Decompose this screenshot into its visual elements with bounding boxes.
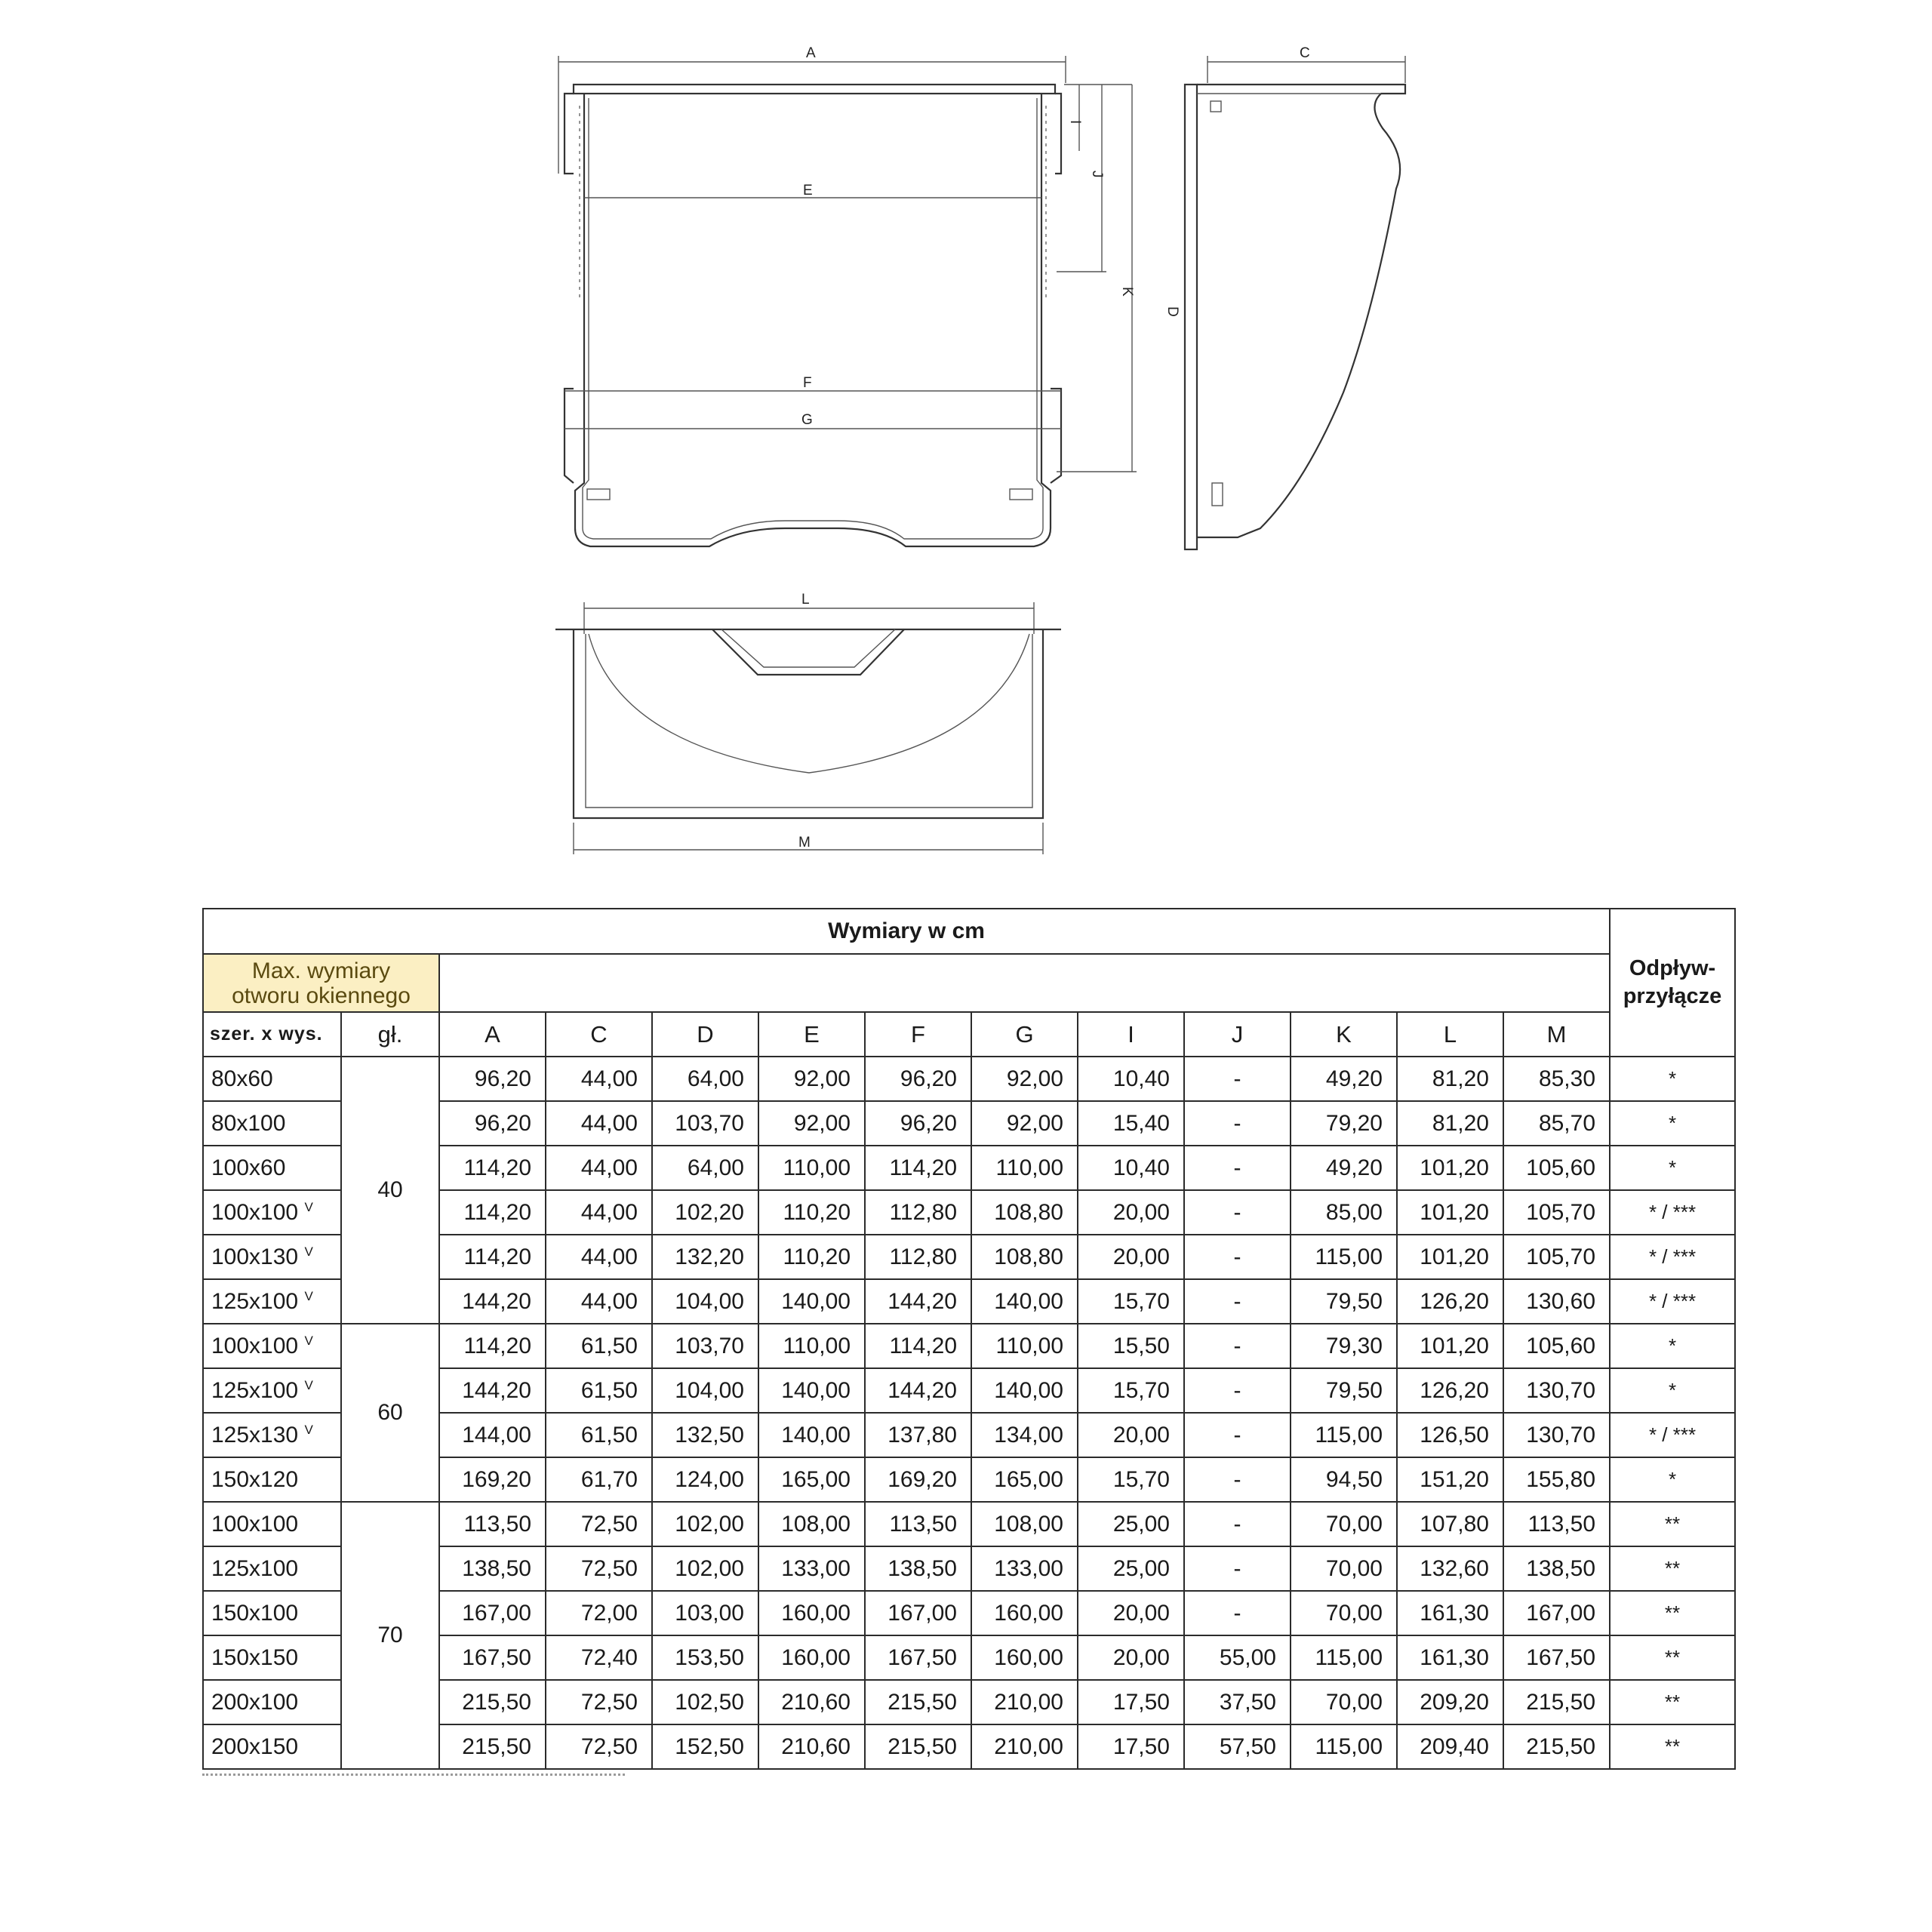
- drain-header-line1: Odpływ-: [1629, 956, 1716, 980]
- col-header-m: M: [1503, 1012, 1610, 1057]
- value-cell: 72,50: [546, 1502, 652, 1546]
- value-cell: 96,20: [865, 1101, 971, 1146]
- value-cell: 167,50: [1503, 1635, 1610, 1680]
- value-cell: 160,00: [971, 1635, 1078, 1680]
- drain-cell: **: [1610, 1546, 1735, 1591]
- value-cell: 112,80: [865, 1190, 971, 1235]
- size-cell: [203, 1101, 341, 1146]
- value-cell: -: [1184, 1457, 1291, 1502]
- size-value: 80x100: [211, 1110, 286, 1136]
- table-title: Wymiary w cm: [203, 909, 1610, 954]
- size-value: 125x130: [211, 1422, 299, 1447]
- value-cell: 169,20: [439, 1457, 546, 1502]
- value-cell: 103,70: [652, 1324, 758, 1368]
- value-cell: 85,30: [1503, 1057, 1610, 1101]
- value-cell: 79,30: [1291, 1324, 1397, 1368]
- size-cell: [203, 1324, 341, 1368]
- drain-cell: **: [1610, 1502, 1735, 1546]
- value-cell: 113,50: [1503, 1502, 1610, 1546]
- dim-label-d: D: [1164, 306, 1180, 317]
- value-cell: 70,00: [1291, 1591, 1397, 1635]
- value-cell: 137,80: [865, 1413, 971, 1457]
- dim-label-a: A: [806, 45, 816, 61]
- value-cell: 72,50: [546, 1724, 652, 1769]
- value-cell: 17,50: [1078, 1724, 1184, 1769]
- value-cell: -: [1184, 1190, 1291, 1235]
- col-header-i: I: [1078, 1012, 1184, 1057]
- value-cell: 132,60: [1397, 1546, 1503, 1591]
- value-cell: -: [1184, 1324, 1291, 1368]
- size-value: 125x100: [211, 1377, 299, 1403]
- size-cell: [203, 1279, 341, 1324]
- value-cell: 61,50: [546, 1413, 652, 1457]
- front-view: [558, 45, 1137, 546]
- value-cell: -: [1184, 1413, 1291, 1457]
- value-cell: 104,00: [652, 1368, 758, 1413]
- size-value: 150x120: [211, 1466, 299, 1492]
- value-cell: 102,00: [652, 1502, 758, 1546]
- size-value: 100x100: [211, 1199, 299, 1225]
- variant-marker: V: [304, 1288, 313, 1303]
- table-body: [203, 1057, 1735, 1769]
- value-cell: 44,00: [546, 1146, 652, 1190]
- value-cell: 101,20: [1397, 1190, 1503, 1235]
- size-cell: [203, 1413, 341, 1457]
- value-cell: 138,50: [439, 1546, 546, 1591]
- dim-label-g: G: [801, 412, 813, 428]
- col-header-e: E: [758, 1012, 865, 1057]
- size-value: 100x60: [211, 1155, 286, 1180]
- value-cell: 64,00: [652, 1146, 758, 1190]
- value-cell: 165,00: [758, 1457, 865, 1502]
- table-row: [203, 1502, 1735, 1546]
- value-cell: 215,50: [1503, 1680, 1610, 1724]
- value-cell: 10,40: [1078, 1146, 1184, 1190]
- value-cell: 114,20: [439, 1146, 546, 1190]
- value-cell: 102,50: [652, 1680, 758, 1724]
- value-cell: 105,70: [1503, 1235, 1610, 1279]
- value-cell: 155,80: [1503, 1457, 1610, 1502]
- value-cell: -: [1184, 1279, 1291, 1324]
- value-cell: 167,50: [865, 1635, 971, 1680]
- depth-header: gł.: [341, 1012, 439, 1057]
- value-cell: 15,70: [1078, 1457, 1184, 1502]
- value-cell: 44,00: [546, 1190, 652, 1235]
- value-cell: 113,50: [865, 1502, 971, 1546]
- value-cell: 94,50: [1291, 1457, 1397, 1502]
- value-cell: 210,60: [758, 1680, 865, 1724]
- value-cell: 64,00: [652, 1057, 758, 1101]
- value-cell: 101,20: [1397, 1324, 1503, 1368]
- drain-cell: *: [1610, 1368, 1735, 1413]
- variant-marker: V: [304, 1333, 313, 1348]
- value-cell: 210,00: [971, 1724, 1078, 1769]
- value-cell: 108,00: [758, 1502, 865, 1546]
- value-cell: 215,50: [439, 1724, 546, 1769]
- value-cell: -: [1184, 1591, 1291, 1635]
- value-cell: 140,00: [758, 1279, 865, 1324]
- value-cell: 57,50: [1184, 1724, 1291, 1769]
- value-cell: 210,00: [971, 1680, 1078, 1724]
- value-cell: 144,20: [439, 1279, 546, 1324]
- drain-cell: * / ***: [1610, 1413, 1735, 1457]
- drain-cell: *: [1610, 1057, 1735, 1101]
- size-value: 80x60: [211, 1066, 273, 1091]
- value-cell: -: [1184, 1235, 1291, 1279]
- value-cell: 160,00: [758, 1591, 865, 1635]
- size-value: 200x100: [211, 1689, 299, 1715]
- size-cell: [203, 1546, 341, 1591]
- value-cell: 140,00: [971, 1368, 1078, 1413]
- value-cell: 79,50: [1291, 1279, 1397, 1324]
- value-cell: 20,00: [1078, 1635, 1184, 1680]
- value-cell: 126,20: [1397, 1368, 1503, 1413]
- value-cell: 151,20: [1397, 1457, 1503, 1502]
- value-cell: 70,00: [1291, 1680, 1397, 1724]
- value-cell: 105,60: [1503, 1324, 1610, 1368]
- value-cell: 115,00: [1291, 1635, 1397, 1680]
- value-cell: 160,00: [971, 1591, 1078, 1635]
- value-cell: 102,20: [652, 1190, 758, 1235]
- value-cell: -: [1184, 1057, 1291, 1101]
- value-cell: 144,00: [439, 1413, 546, 1457]
- value-cell: 101,20: [1397, 1235, 1503, 1279]
- drain-cell: *: [1610, 1146, 1735, 1190]
- variant-marker: V: [304, 1422, 313, 1437]
- value-cell: 210,60: [758, 1724, 865, 1769]
- value-cell: 115,00: [1291, 1413, 1397, 1457]
- footnote-fragment: [202, 1774, 625, 1780]
- value-cell: 215,50: [1503, 1724, 1610, 1769]
- value-cell: 144,20: [439, 1368, 546, 1413]
- value-cell: 104,00: [652, 1279, 758, 1324]
- value-cell: 124,00: [652, 1457, 758, 1502]
- value-cell: 215,50: [865, 1680, 971, 1724]
- dim-label-i: I: [1067, 120, 1083, 125]
- value-cell: 161,30: [1397, 1591, 1503, 1635]
- value-cell: 103,70: [652, 1101, 758, 1146]
- dim-label-l: L: [801, 592, 810, 608]
- value-cell: 44,00: [546, 1235, 652, 1279]
- value-cell: 81,20: [1397, 1057, 1503, 1101]
- col-header-l: L: [1397, 1012, 1503, 1057]
- value-cell: 209,40: [1397, 1724, 1503, 1769]
- depth-cell: 60: [341, 1324, 439, 1502]
- value-cell: 113,50: [439, 1502, 546, 1546]
- size-cell: [203, 1457, 341, 1502]
- value-cell: 140,00: [758, 1413, 865, 1457]
- value-cell: 114,20: [439, 1324, 546, 1368]
- value-cell: 132,50: [652, 1413, 758, 1457]
- value-cell: 167,00: [439, 1591, 546, 1635]
- value-cell: 79,20: [1291, 1101, 1397, 1146]
- top-view: [555, 592, 1061, 854]
- value-cell: 209,20: [1397, 1680, 1503, 1724]
- drain-cell: * / ***: [1610, 1235, 1735, 1279]
- value-cell: 44,00: [546, 1279, 652, 1324]
- value-cell: 115,00: [1291, 1724, 1397, 1769]
- value-cell: 114,20: [865, 1146, 971, 1190]
- value-cell: 81,20: [1397, 1101, 1503, 1146]
- value-cell: 169,20: [865, 1457, 971, 1502]
- size-cell: [203, 1680, 341, 1724]
- value-cell: 126,50: [1397, 1413, 1503, 1457]
- depth-cell: 40: [341, 1057, 439, 1324]
- value-cell: 110,20: [758, 1235, 865, 1279]
- value-cell: 85,00: [1291, 1190, 1397, 1235]
- value-cell: 49,20: [1291, 1146, 1397, 1190]
- col-header-a: A: [439, 1012, 546, 1057]
- value-cell: -: [1184, 1146, 1291, 1190]
- drain-cell: * / ***: [1610, 1190, 1735, 1235]
- value-cell: 17,50: [1078, 1680, 1184, 1724]
- value-cell: 20,00: [1078, 1190, 1184, 1235]
- value-cell: 61,50: [546, 1324, 652, 1368]
- variant-marker: V: [304, 1244, 313, 1259]
- value-cell: 101,20: [1397, 1146, 1503, 1190]
- size-cell: [203, 1502, 341, 1546]
- value-cell: 167,00: [865, 1591, 971, 1635]
- value-cell: 130,70: [1503, 1368, 1610, 1413]
- drain-cell: *: [1610, 1457, 1735, 1502]
- value-cell: 126,20: [1397, 1279, 1503, 1324]
- size-value: 125x100: [211, 1288, 299, 1314]
- value-cell: 160,00: [758, 1635, 865, 1680]
- value-cell: 167,00: [1503, 1591, 1610, 1635]
- value-cell: 152,50: [652, 1724, 758, 1769]
- value-cell: 92,00: [758, 1101, 865, 1146]
- value-cell: 61,70: [546, 1457, 652, 1502]
- value-cell: 114,20: [439, 1235, 546, 1279]
- drain-cell: **: [1610, 1680, 1735, 1724]
- value-cell: -: [1184, 1368, 1291, 1413]
- value-cell: 133,00: [758, 1546, 865, 1591]
- col-header-j: J: [1184, 1012, 1291, 1057]
- size-cell: [203, 1190, 341, 1235]
- variant-marker: V: [304, 1377, 313, 1392]
- value-cell: 70,00: [1291, 1502, 1397, 1546]
- value-cell: 70,00: [1291, 1546, 1397, 1591]
- value-cell: 144,20: [865, 1279, 971, 1324]
- value-cell: 72,50: [546, 1680, 652, 1724]
- drain-cell: **: [1610, 1591, 1735, 1635]
- value-cell: 115,00: [1291, 1235, 1397, 1279]
- drain-cell: *: [1610, 1324, 1735, 1368]
- value-cell: 108,00: [971, 1502, 1078, 1546]
- dim-label-e: E: [803, 183, 813, 198]
- value-cell: 138,50: [1503, 1546, 1610, 1591]
- drain-header-line2: przyłącze: [1623, 984, 1722, 1008]
- max-opening-header-line2: otworu okiennego: [232, 983, 411, 1008]
- value-cell: -: [1184, 1101, 1291, 1146]
- value-cell: 110,00: [971, 1146, 1078, 1190]
- value-cell: 105,70: [1503, 1190, 1610, 1235]
- value-cell: 55,00: [1184, 1635, 1291, 1680]
- value-cell: 72,40: [546, 1635, 652, 1680]
- value-cell: 44,00: [546, 1057, 652, 1101]
- value-cell: 138,50: [865, 1546, 971, 1591]
- col-header-g: G: [971, 1012, 1078, 1057]
- value-cell: 108,80: [971, 1235, 1078, 1279]
- value-cell: 15,70: [1078, 1368, 1184, 1413]
- drain-cell: * / ***: [1610, 1279, 1735, 1324]
- value-cell: 25,00: [1078, 1546, 1184, 1591]
- side-view: [1164, 45, 1405, 549]
- size-value: 150x150: [211, 1644, 299, 1670]
- value-cell: 15,50: [1078, 1324, 1184, 1368]
- value-cell: 112,80: [865, 1235, 971, 1279]
- table-row: [203, 1324, 1735, 1368]
- value-cell: 25,00: [1078, 1502, 1184, 1546]
- value-cell: 110,00: [758, 1324, 865, 1368]
- table-head: [203, 909, 1735, 1057]
- value-cell: 215,50: [865, 1724, 971, 1769]
- value-cell: 10,40: [1078, 1057, 1184, 1101]
- value-cell: 140,00: [758, 1368, 865, 1413]
- value-cell: 161,30: [1397, 1635, 1503, 1680]
- size-cell: [203, 1146, 341, 1190]
- dim-label-j: J: [1089, 171, 1105, 178]
- value-cell: 114,20: [439, 1190, 546, 1235]
- size-header: szer. x wys.: [203, 1012, 341, 1057]
- value-cell: 92,00: [758, 1057, 865, 1101]
- drain-header: [1610, 909, 1735, 1057]
- value-cell: 215,50: [439, 1680, 546, 1724]
- value-cell: 61,50: [546, 1368, 652, 1413]
- value-cell: 105,60: [1503, 1146, 1610, 1190]
- value-cell: 103,00: [652, 1591, 758, 1635]
- value-cell: 102,00: [652, 1546, 758, 1591]
- value-cell: 44,00: [546, 1101, 652, 1146]
- dim-label-f: F: [803, 375, 812, 391]
- col-header-k: K: [1291, 1012, 1397, 1057]
- col-header-d: D: [652, 1012, 758, 1057]
- value-cell: 133,00: [971, 1546, 1078, 1591]
- size-value: 100x130: [211, 1244, 299, 1269]
- depth-cell: 70: [341, 1502, 439, 1769]
- table-row: [203, 1057, 1735, 1101]
- value-cell: 15,40: [1078, 1101, 1184, 1146]
- value-cell: 96,20: [439, 1101, 546, 1146]
- value-cell: 132,20: [652, 1235, 758, 1279]
- size-cell: [203, 1057, 341, 1101]
- value-cell: 153,50: [652, 1635, 758, 1680]
- value-cell: 79,50: [1291, 1368, 1397, 1413]
- value-cell: 110,00: [971, 1324, 1078, 1368]
- value-cell: 114,20: [865, 1324, 971, 1368]
- dim-label-k: K: [1119, 287, 1135, 297]
- size-cell: [203, 1635, 341, 1680]
- size-cell: [203, 1591, 341, 1635]
- value-cell: 37,50: [1184, 1680, 1291, 1724]
- value-cell: 130,60: [1503, 1279, 1610, 1324]
- dim-label-c: C: [1300, 45, 1310, 61]
- value-cell: 20,00: [1078, 1235, 1184, 1279]
- value-cell: 110,20: [758, 1190, 865, 1235]
- size-cell: [203, 1235, 341, 1279]
- value-cell: 92,00: [971, 1101, 1078, 1146]
- empty-header: [439, 954, 1610, 1012]
- size-value: 100x100: [211, 1333, 299, 1358]
- value-cell: 72,00: [546, 1591, 652, 1635]
- value-cell: 96,20: [439, 1057, 546, 1101]
- value-cell: 144,20: [865, 1368, 971, 1413]
- value-cell: 49,20: [1291, 1057, 1397, 1101]
- value-cell: 134,00: [971, 1413, 1078, 1457]
- col-header-c: C: [546, 1012, 652, 1057]
- column-header-row: [203, 1012, 1735, 1057]
- size-value: 125x100: [211, 1555, 299, 1581]
- size-value: 150x100: [211, 1600, 299, 1626]
- value-cell: 92,00: [971, 1057, 1078, 1101]
- value-cell: 108,80: [971, 1190, 1078, 1235]
- drain-cell: **: [1610, 1635, 1735, 1680]
- value-cell: 72,50: [546, 1546, 652, 1591]
- size-cell: [203, 1724, 341, 1769]
- value-cell: 110,00: [758, 1146, 865, 1190]
- drain-cell: *: [1610, 1101, 1735, 1146]
- value-cell: 85,70: [1503, 1101, 1610, 1146]
- value-cell: 96,20: [865, 1057, 971, 1101]
- value-cell: 20,00: [1078, 1413, 1184, 1457]
- max-opening-header-line1: Max. wymiary: [251, 958, 391, 983]
- size-value: 200x150: [211, 1734, 299, 1759]
- value-cell: 15,70: [1078, 1279, 1184, 1324]
- value-cell: 165,00: [971, 1457, 1078, 1502]
- value-cell: -: [1184, 1546, 1291, 1591]
- dim-label-m: M: [798, 835, 811, 851]
- value-cell: -: [1184, 1502, 1291, 1546]
- value-cell: 107,80: [1397, 1502, 1503, 1546]
- value-cell: 20,00: [1078, 1591, 1184, 1635]
- size-value: 100x100: [211, 1511, 299, 1537]
- max-opening-header: [203, 954, 439, 1012]
- dimensions-table: [202, 908, 1736, 1770]
- col-header-f: F: [865, 1012, 971, 1057]
- size-cell: [203, 1368, 341, 1413]
- value-cell: 130,70: [1503, 1413, 1610, 1457]
- value-cell: 167,50: [439, 1635, 546, 1680]
- technical-drawing: [0, 0, 1932, 875]
- drain-cell: **: [1610, 1724, 1735, 1769]
- variant-marker: V: [304, 1199, 313, 1214]
- value-cell: 140,00: [971, 1279, 1078, 1324]
